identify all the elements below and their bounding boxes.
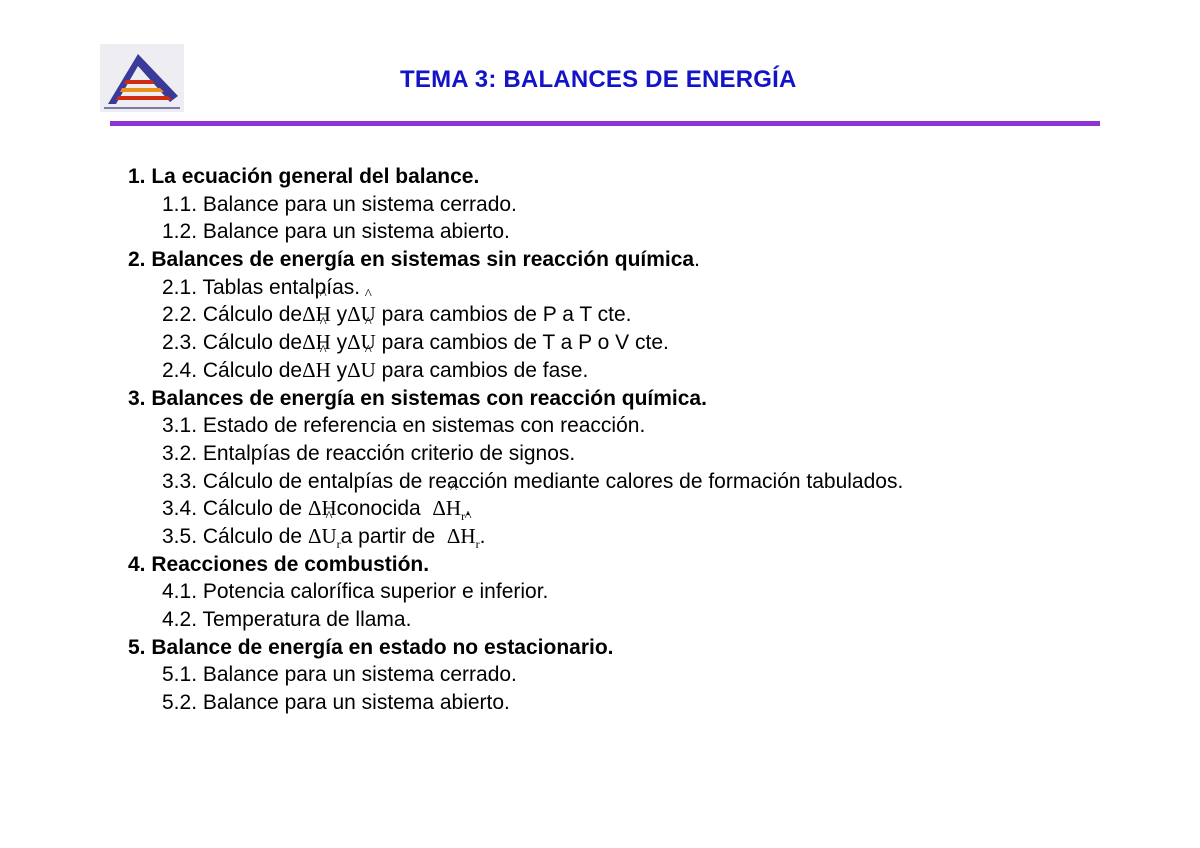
section-5-label: 5. Balance de energía en estado no estacionario. xyxy=(128,635,614,659)
item-5-2-number: 5.2. xyxy=(162,691,198,715)
outline xyxy=(128,163,1148,717)
item-2-3-pre: Cálculo de xyxy=(202,331,303,355)
section-2-heading xyxy=(128,246,1148,274)
item-3-4-number: 3.4. xyxy=(162,497,198,521)
item-4-1-number: 4.1. xyxy=(162,580,198,604)
item-2-2-pre: Cálculo de xyxy=(202,303,303,327)
item-2-2 xyxy=(128,301,1148,329)
item-3-5 xyxy=(128,523,1148,551)
item-3-4-mid: conocida xyxy=(336,497,421,521)
item-3-4-end: . xyxy=(465,497,471,521)
item-3-4 xyxy=(128,495,1148,523)
item-2-2-y: y xyxy=(336,303,348,327)
item-4-2-text: Temperatura de llama. xyxy=(202,608,412,631)
item-2-4-post: para cambios de fase. xyxy=(381,358,589,382)
page-title: TEMA 3: BALANCES DE ENERGÍA xyxy=(400,66,797,93)
section-2-label: 2. Balances de energía en sistemas sin reacción química xyxy=(128,248,695,272)
item-2-3-post: para cambios de T a P o V cte. xyxy=(381,331,669,355)
section-1-heading xyxy=(128,163,1148,191)
item-3-3-number: 3.3. xyxy=(162,469,198,493)
item-3-2-number: 3.2. xyxy=(162,441,198,465)
item-2-3-y: y xyxy=(336,331,348,355)
item-2-4-pre: Cálculo de xyxy=(202,358,303,382)
item-5-2 xyxy=(128,689,1148,717)
item-1-2-number: 1.2. xyxy=(162,220,198,244)
item-2-1-text: Tablas entalpías. xyxy=(202,275,361,299)
item-1-1-number: 1.1. xyxy=(162,192,198,216)
item-5-1-number: 5.1. xyxy=(162,663,198,687)
item-2-4-y: y xyxy=(336,358,348,382)
item-2-4-number: 2.4. xyxy=(162,358,198,382)
item-3-4-pre: Cálculo de xyxy=(202,497,303,521)
item-3-1 xyxy=(128,412,1148,440)
item-1-1-text: Balance para un sistema cerrado. xyxy=(202,192,517,216)
item-5-1-text: Balance para un sistema cerrado. xyxy=(202,663,517,687)
item-3-5-number: 3.5. xyxy=(162,524,198,548)
item-3-3 xyxy=(128,468,1148,496)
item-2-2-number: 2.2. xyxy=(162,303,198,327)
item-3-5-mid: a partir de xyxy=(340,524,436,548)
item-4-2 xyxy=(128,606,1148,634)
item-4-1 xyxy=(128,578,1148,606)
delta-u-hat-symbol: Δ^ U xyxy=(347,330,376,354)
delta-u-hat-symbol: Δ^ U xyxy=(347,302,376,326)
item-2-3 xyxy=(128,329,1148,357)
delta-h-hat-r-symbol: Δ^ $H_r$ xyxy=(447,524,480,548)
item-5-1 xyxy=(128,661,1148,689)
item-1-2 xyxy=(128,218,1148,246)
delta-h-hat-r-symbol: Δ^ $H_r$ xyxy=(432,496,465,520)
item-2-1-number: 2.1. xyxy=(162,275,198,299)
section-3-label: 3. Balances de energía en sistemas con reacción química. xyxy=(128,386,707,410)
section-1-label: 1. La ecuación general del balance. xyxy=(128,165,480,188)
item-3-1-text: Estado de referencia en sistemas con reacción. xyxy=(202,414,646,438)
item-3-5-pre: Cálculo de xyxy=(202,524,303,548)
delta-u-hat-symbol: Δ^ U xyxy=(347,358,376,382)
section-5-heading xyxy=(128,634,1148,662)
section-4-label: 4. Reacciones de combustión. xyxy=(128,552,430,576)
university-logo-icon xyxy=(100,44,184,112)
delta-h-symbol: ΔH xyxy=(307,496,337,521)
item-1-2-text: Balance para un sistema abierto. xyxy=(202,220,510,244)
item-2-1 xyxy=(128,274,1148,302)
item-2-4 xyxy=(128,357,1148,385)
section-2-label-end: . xyxy=(694,248,700,272)
delta-u-hat-r-symbol: Δ^ $U_r$ xyxy=(308,524,341,548)
item-5-2-text: Balance para un sistema abierto. xyxy=(202,691,510,715)
item-2-2-post: para cambios de P a T cte. xyxy=(381,303,632,327)
item-3-3-text: Cálculo de entalpías de reacción mediante calores de formación tabulados. xyxy=(202,469,904,493)
delta-h-hat-symbol: Δ^ H xyxy=(302,358,331,382)
item-3-2 xyxy=(128,440,1148,468)
item-4-1-text: Potencia calorífica superior e inferior. xyxy=(202,580,549,604)
item-3-5-end: . xyxy=(479,524,486,548)
section-4-heading xyxy=(128,551,1148,579)
section-3-heading xyxy=(128,385,1148,413)
item-3-1-number: 3.1. xyxy=(162,414,198,438)
item-2-3-number: 2.3. xyxy=(162,331,198,355)
delta-h-hat-symbol: Δ^ H xyxy=(302,302,331,326)
item-1-1 xyxy=(128,191,1148,219)
item-3-2-text: Entalpías de reacción criterio de signos. xyxy=(202,441,576,465)
item-4-2-number: 4.2. xyxy=(162,608,198,631)
title-divider xyxy=(110,121,1100,126)
delta-h-hat-symbol: Δ^ H xyxy=(302,330,331,354)
